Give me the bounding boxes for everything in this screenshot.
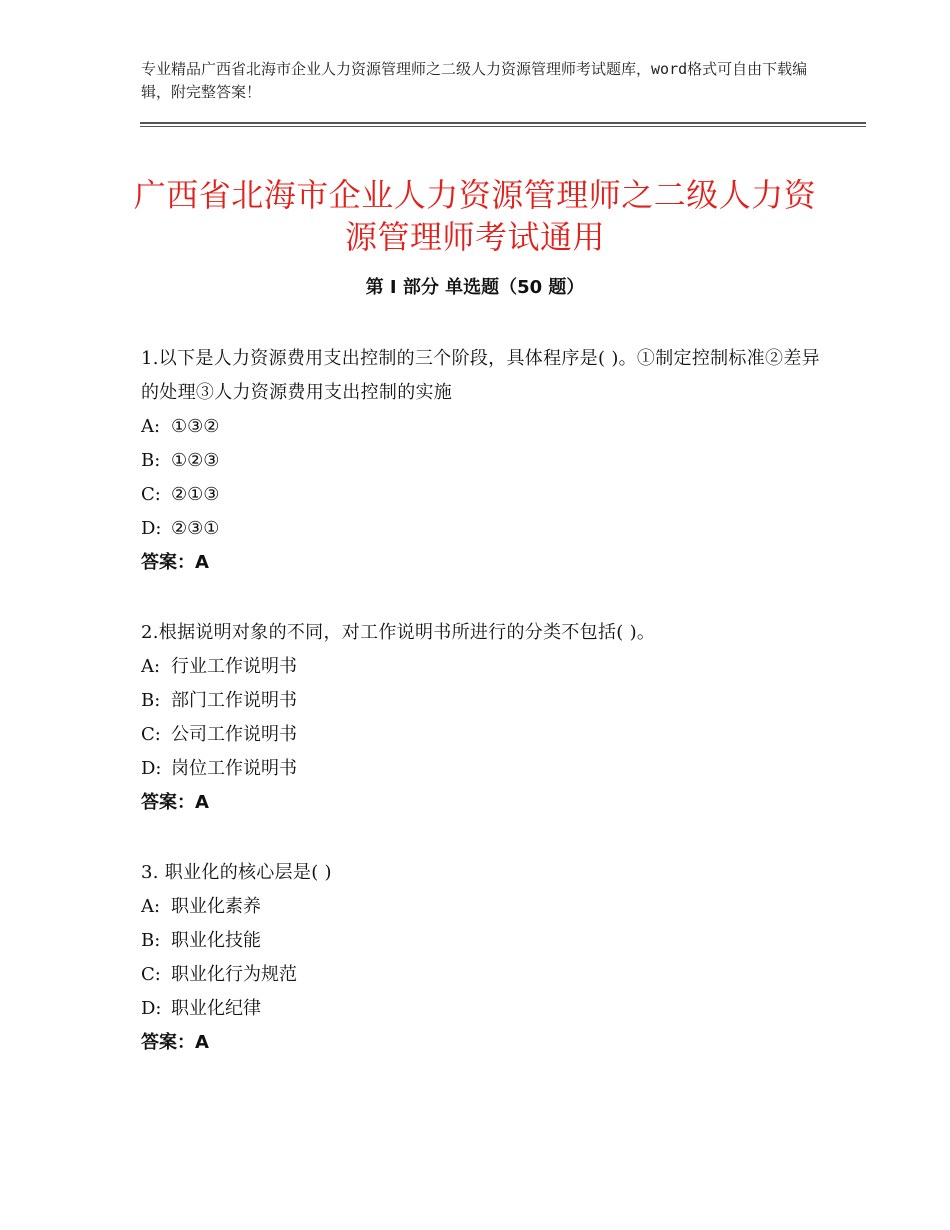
header-divider-thick (140, 122, 866, 124)
option-b (141, 444, 821, 478)
question-1 (141, 342, 821, 580)
option-text: 职业化技能 (171, 930, 261, 951)
option-letter: B: (141, 930, 161, 951)
option-d (141, 512, 821, 546)
option-letter: A: (141, 416, 161, 437)
option-letter: B: (141, 450, 161, 471)
question-list (141, 342, 821, 1096)
option-c (141, 718, 821, 752)
option-letter: C: (141, 964, 161, 985)
header-divider-thin (140, 126, 866, 127)
answer-line: 答案：A (141, 1032, 209, 1053)
question-stem: 1.以下是人力资源费用支出控制的三个阶段，具体程序是( )。①制定控制标准②差异的处理③人力资源费用支出控制的实施 (141, 348, 820, 403)
option-text: 部门工作说明书 (171, 690, 297, 711)
option-text: 职业化行为规范 (171, 964, 297, 985)
answer-line: 答案：A (141, 552, 209, 573)
document-title: 广西省北海市企业人力资源管理师之二级人力资源管理师考试通用 (133, 176, 817, 257)
answer-line: 答案：A (141, 792, 209, 813)
option-letter: C: (141, 724, 161, 745)
option-text: ②③① (171, 518, 220, 539)
question-stem: 2.根据说明对象的不同，对工作说明书所进行的分类不包括( )。 (141, 622, 656, 643)
option-text: 职业化纪律 (171, 998, 261, 1019)
option-a (141, 650, 821, 684)
option-letter: D: (141, 758, 162, 779)
option-letter: D: (141, 998, 162, 1019)
section-heading: 第 I 部分 单选题（50 题） (365, 277, 585, 298)
option-a (141, 890, 821, 924)
option-b (141, 924, 821, 958)
option-text: 行业工作说明书 (171, 656, 297, 677)
option-letter: A: (141, 896, 161, 917)
option-d (141, 992, 821, 1026)
question-2 (141, 616, 821, 820)
option-d (141, 752, 821, 786)
option-a (141, 410, 821, 444)
option-text: 公司工作说明书 (171, 724, 297, 745)
option-letter: D: (141, 518, 162, 539)
option-text: 职业化素养 (171, 896, 261, 917)
option-c (141, 478, 821, 512)
option-text: ①③② (171, 416, 220, 437)
option-text: 岗位工作说明书 (171, 758, 297, 779)
question-stem: 3. 职业化的核心层是( ) (141, 862, 332, 883)
option-text: ①②③ (171, 450, 220, 471)
question-3 (141, 856, 821, 1060)
option-b (141, 684, 821, 718)
option-letter: C: (141, 484, 161, 505)
option-text: ②①③ (171, 484, 220, 505)
option-letter: B: (141, 690, 161, 711)
option-letter: A: (141, 656, 161, 677)
header-note: 专业精品广西省北海市企业人力资源管理师之二级人力资源管理师考试题库，word格式可自由下载编辑，附完整答案！ (141, 60, 808, 101)
option-c (141, 958, 821, 992)
